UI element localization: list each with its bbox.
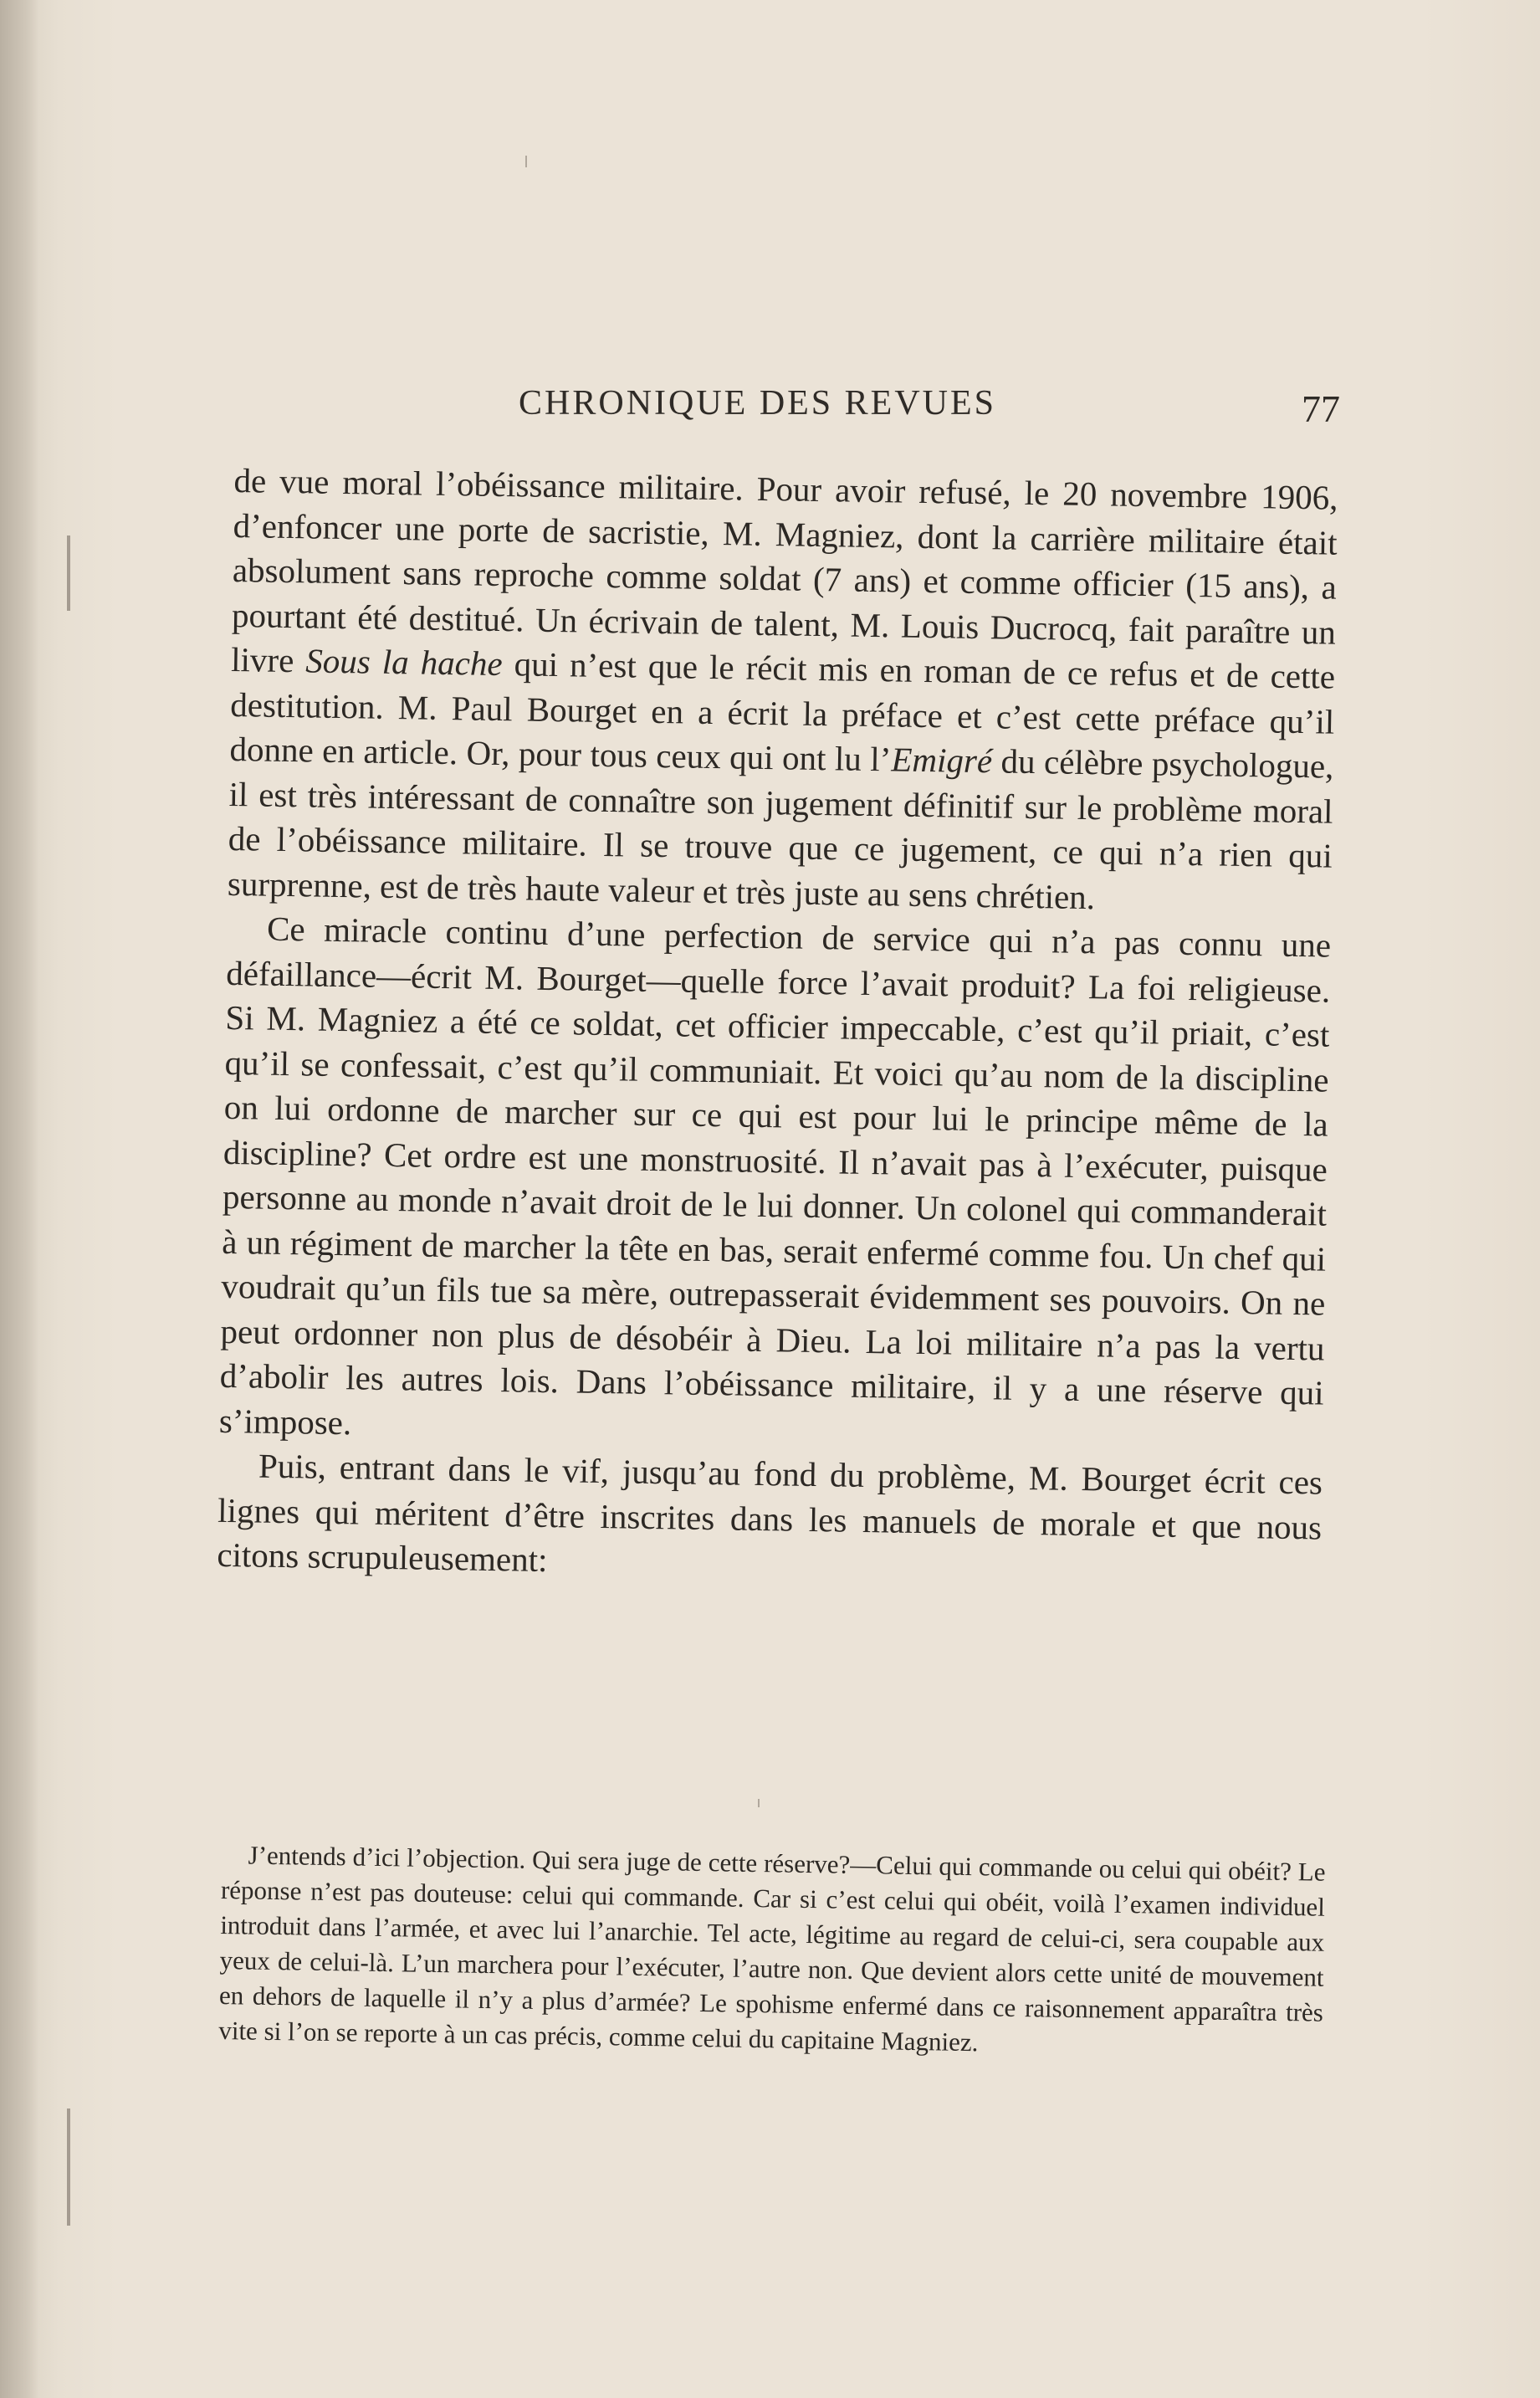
quote-paragraph: J’entends d’ici l’objection. Qui sera juge de cette réserve?—Celui qui commande ou celui qui obéit? Le réponse n’est pas douteuse: celui qui commande. Car si c’est celui qui obéit, voilà l’examen individuel introduit dans l’armée, et avec lui l’anarchie. Tel acte, légitime au regard de celui-ci, sera coupable aux yeux de celui-là. L’un marchera pour l’exécuter, l’autre non. Que devient alors cette unité de mouvement en dehors de laquelle il n’y a plus d’armée? Le spohisme enfermé dans ce raisonnement apparaîtra très vite si l’on se reporte à un cas précis, comme celui du capitaine Magniez. — [218, 1840, 1326, 2057]
text-run: qui n’est que le récit mis en roman de ce refus et de cette destitution. M. Paul Bourget en a écrit la préface et c’est cette préface qu’il donne en article. Or, pour tous ceux qui ont lu l’ — [229, 644, 1336, 779]
body-text — [217, 459, 1338, 1595]
book-title: Emigré — [891, 740, 993, 781]
book-title: Sous la hache — [305, 641, 504, 684]
page-speck — [525, 156, 527, 167]
page-gutter — [0, 0, 38, 2398]
gutter-mark — [67, 2108, 70, 2226]
paragraph: Ce miracle continu d’une perfection de service qui n’a pas connu une défaillance—écrit M. Bourget—quelle force l’avait produit? La foi religieuse. Si M. Magniez a été ce soldat, cet officier impeccable, c’est qu’il priait, c’est qu’il se confessait, c’est qu’il communiait. Et voici qu’au nom de la discipline on lui ordonne de marcher sur ce qui est pour lui le principe même de la discipline? Cet ordre est une monstruosité. Il n’avait pas à l’exécuter, puisque personne au monde n’avait droit de le lui donner. Un colonel qui commanderait à un régiment de marcher la tête en bas, serait enfermé comme fou. Un chef qui voudrait qu’un fils tue sa mère, outrepasserait évidemment ses pouvoirs. On ne peut ordonner non plus de désobéir à Dieu. La loi militaire n’a pas la vertu d’abolir les autres lois. Dans l’obéissance militaire, il y a une réserve qui s’impose. — [218, 909, 1332, 1442]
page-number: 77 — [1302, 387, 1340, 430]
paragraph: Puis, entrant dans le vif, jusqu’au fond du problème, M. Bourget écrit ces lignes qui méritent d’être inscrites dans les manuels de morale et que nous citons scrupuleusement: — [217, 1446, 1323, 1580]
running-head: CHRONIQUE DES REVUES — [519, 384, 997, 423]
text-run: de vue moral l’obéissance militaire. Pour avoir refusé, le 20 novembre 1906, d’enfoncer une porte de sacristie, M. Magniez, dont la carrière militaire était absolument sans reproche comme soldat (7 ans) et comme officier (15 ans), a pourtant été destitué. Un écrivain de talent, M. Louis Ducrocq, fait paraître un livre — [230, 460, 1338, 680]
page-speck — [758, 1799, 760, 1807]
paragraph — [228, 459, 1338, 924]
block-quote — [218, 1837, 1326, 2066]
gutter-mark — [67, 535, 70, 611]
text-run: du célèbre psychologue, il est très intéressant de connaître son jugement définitif sur le problème moral de l’obéissance militaire. Il se trouve que ce jugement, ce qui n’a rien qui surprenne, est de très haute valeur et très juste au sens chrétien. — [227, 741, 1334, 916]
